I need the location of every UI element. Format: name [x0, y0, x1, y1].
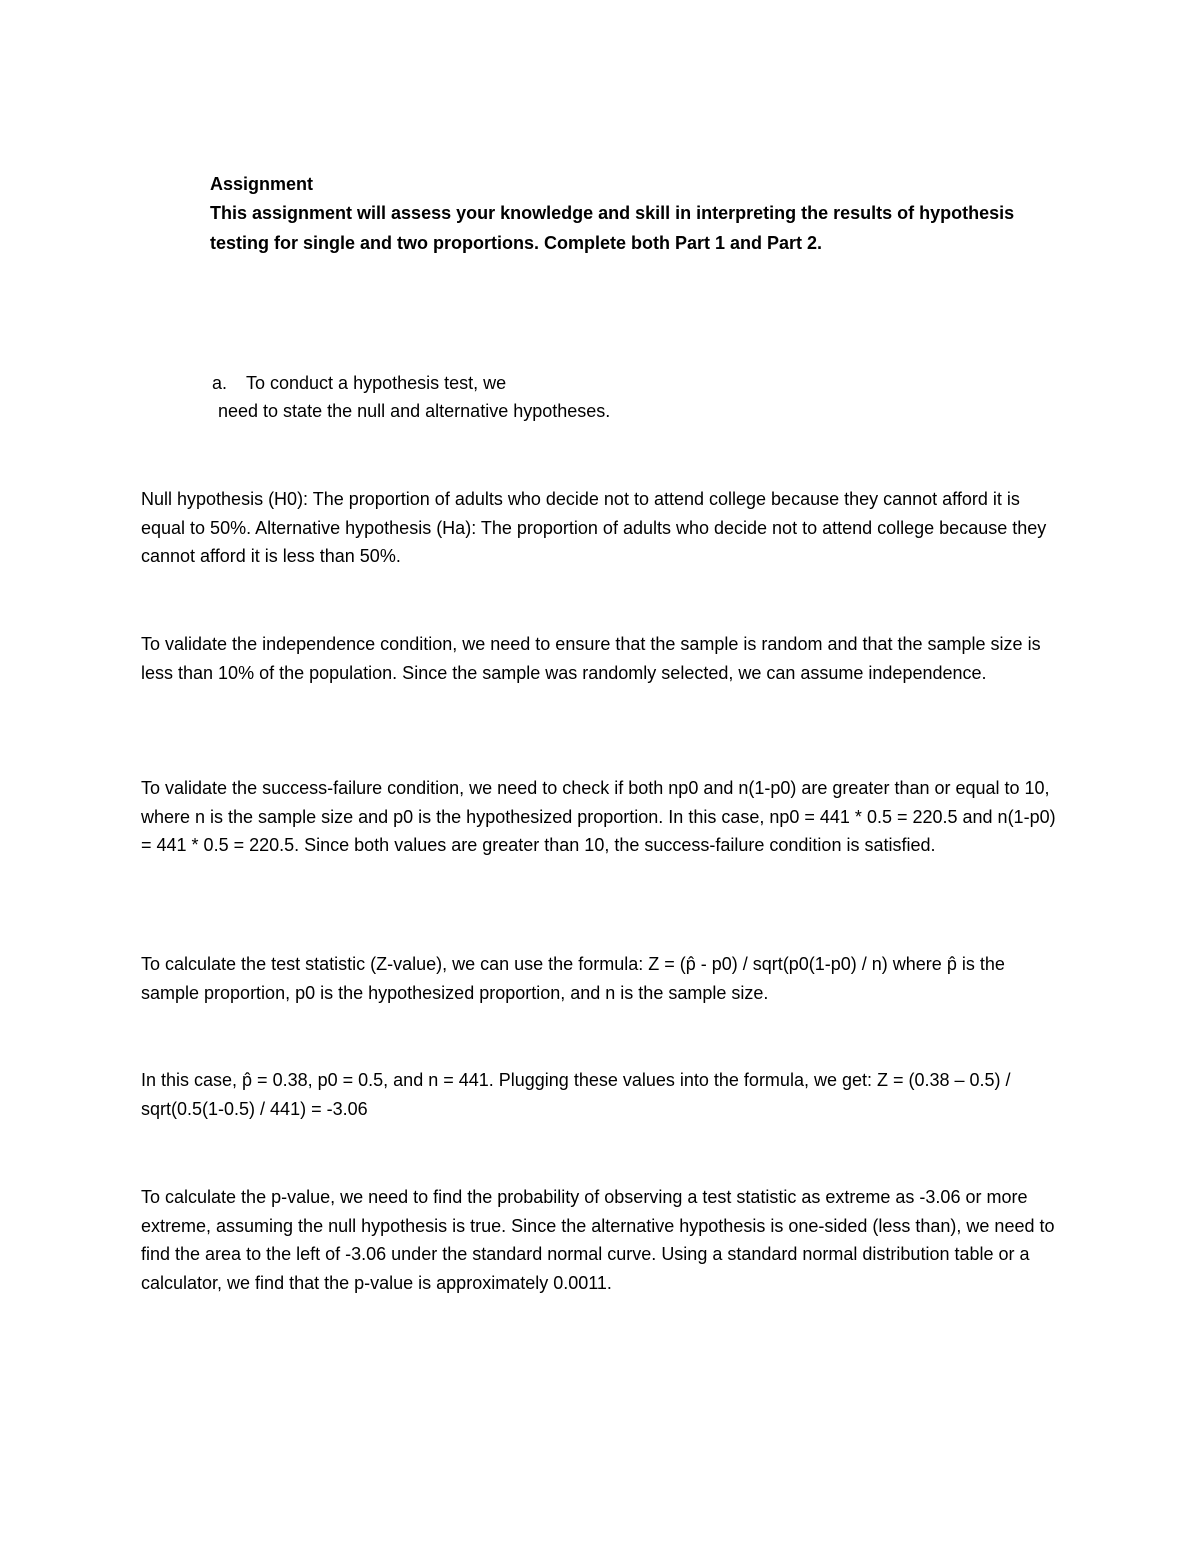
list-marker: a.: [212, 373, 228, 393]
list-item-line2: need to state the null and alternative hypotheses.: [218, 401, 611, 421]
assignment-title: Assignment: [210, 174, 314, 194]
assignment-header: [210, 170, 1050, 258]
paragraph-test-statistic: To calculate the test statistic (Z-value), we can use the formula: Z = (p̂ - p0) / sqrt(p0(1-p0) / n) where p̂ is the sample proportion, p0 is the hypothesized proportion, and n is the sample size.: [141, 954, 1005, 1003]
paragraph-hypotheses: Null hypothesis (H0): The proportion of adults who decide not to attend college because they cannot afford it is equal to 50%. Alternative hypothesis (Ha): The proportion of adults who decide not to attend college because they cannot afford it is less than 50%.: [141, 489, 1047, 567]
list-item-line1: To conduct a hypothesis test, we: [246, 373, 507, 393]
list-item-a: [212, 369, 1052, 425]
paragraph-p-value: To calculate the p-value, we need to find the probability of observing a test statistic as extreme as -3.06 or more extreme, assuming the null hypothesis is true. Since the alternative hypothesis is one-sided (less than), we need to find the area to the left of -3.06 under the standard normal curve. Using a standard normal distribution table or a calculator, we find that the p-value is approximately 0.0011.: [141, 1187, 1055, 1293]
assignment-intro: This assignment will assess your knowledge and skill in interpreting the results of hypothesis testing for single and two proportions. Complete both Part 1 and Part 2.: [210, 203, 1015, 253]
paragraph-plug-in: In this case, p̂ = 0.38, p0 = 0.5, and n = 441. Plugging these values into the formula, we get: Z = (0.38 – 0.5) / sqrt(0.5(1-0.5) / 441) = -3.06: [141, 1070, 1011, 1119]
paragraph-independence: To validate the independence condition, we need to ensure that the sample is random and that the sample size is less than 10% of the population. Since the sample was randomly selected, we can assume independence.: [141, 634, 1041, 683]
paragraph-success-failure: To validate the success-failure condition, we need to check if both np0 and n(1-p0) are greater than or equal to 10, where n is the sample size and p0 is the hypothesized proportion. In this case, np0 = 441 * 0.5 = 220.5 and n(1-p0) = 441 * 0.5 = 220.5. Since both values are greater than 10, the success-failure condition is satisfied.: [141, 778, 1056, 856]
